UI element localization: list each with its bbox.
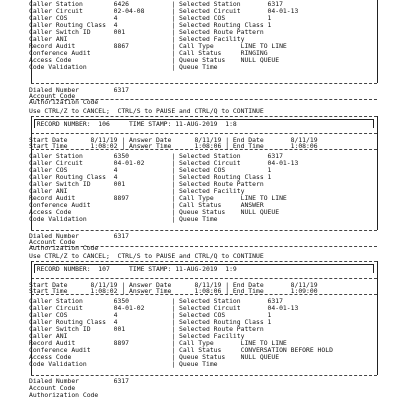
separator-rule — [31, 230, 377, 231]
record-header: RECORD NUMBER: 107 TIME STAMP: 11-AUG-2019 1:9 — [29, 265, 237, 273]
text-line: Code Validation | Queue Time — [29, 215, 218, 223]
text-line: Authorization Code — [29, 391, 99, 399]
text-line: Caller COS 4 | Selected COS 1 — [29, 14, 272, 22]
text-line: Conference Audit | Call Status CONVERSATION BEFORE HOLD — [29, 346, 333, 354]
text-line: Caller ANI | Selected Facility — [29, 332, 245, 340]
separator-rule — [31, 116, 377, 117]
text-line: Caller Routing Class 4 | Selected Routing Class 1 — [29, 318, 272, 326]
separator-rule — [31, 261, 377, 262]
text-line: Account Code — [29, 92, 76, 100]
text-line: Caller Switch ID 001 | Selected Route Pattern — [29, 325, 264, 333]
text-line: Code Validation | Queue Time — [29, 63, 218, 71]
text-line: Dialed Number 6317 — [29, 377, 130, 385]
text-line: Caller Station 6350 | Selected Station 6317 — [29, 152, 283, 160]
text-line: Conference Audit | Call Status ANSWER — [29, 201, 264, 209]
text-line: Start Date 8/11/19 | Answer Date 8/11/19 | End Date 8/11/19 — [29, 136, 318, 144]
text-line: Caller ANI | Selected Facility — [29, 35, 245, 43]
text-line: Start Date 8/11/19 | Answer Date 8/11/19 | End Date 8/11/19 — [29, 281, 318, 289]
text-line: Account Code — [29, 238, 76, 246]
text-line: Caller Circuit 04-01-02 | Selected Circuit 04-01-13 — [29, 159, 299, 167]
text-line: Conference Audit | Call Status RINGING — [29, 49, 268, 57]
text-line: Authorization Code — [29, 98, 99, 106]
text-line: Dialed Number 6317 — [29, 232, 130, 240]
text-line: Caller Routing Class 4 | Selected Routing Class 1 — [29, 173, 272, 181]
separator-rule — [31, 83, 377, 84]
frame-border — [377, 116, 378, 230]
text-line: Record Audit 8897 | Call Type LINE TO LINE — [29, 339, 287, 347]
frame-border — [377, 261, 378, 375]
text-line: Caller Circuit 04-01-02 | Selected Circuit 04-01-13 — [29, 304, 299, 312]
text-line: Access Code | Queue Status NULL QUEUE — [29, 353, 280, 361]
text-line: Dialed Number 6317 — [29, 86, 130, 94]
text-line: Caller COS 4 | Selected COS 1 — [29, 166, 272, 174]
text-line: Start Time 1:08:02 | Answer Time 1:08:06 | End Time 1:08:06 — [29, 142, 318, 150]
control-hint-line: Use CTRL/Z to CANCEL; CTRL/S to PAUSE and CTRL/Q to CONTINUE — [29, 107, 264, 115]
separator-rule — [31, 278, 377, 279]
separator-rule — [31, 133, 377, 134]
text-line: Account Code — [29, 384, 76, 392]
text-line: Start Time 1:08:02 | Answer Time 1:08:06 | End Time 1:09:00 — [29, 287, 318, 295]
text-line: Caller ANI | Selected Facility — [29, 187, 245, 195]
record-header: RECORD NUMBER: 106 TIME STAMP: 11-AUG-2019 1:8 — [29, 120, 237, 128]
text-line: Code Validation | Queue Time — [29, 360, 218, 368]
text-line: Authorization Code — [29, 244, 99, 252]
text-line: Caller Switch ID 001 | Selected Route Pattern — [29, 28, 264, 36]
text-line: Caller Routing Class 4 | Selected Routing Class 1 — [29, 21, 272, 29]
text-line: Access Code | Queue Status NULL QUEUE — [29, 56, 280, 64]
frame-border — [377, 0, 378, 83]
separator-rule — [31, 375, 377, 376]
text-line: Caller Station 6426 | Selected Station 6317 — [29, 0, 283, 8]
text-line: Access Code | Queue Status NULL QUEUE — [29, 208, 280, 216]
text-line: Record Audit 8867 | Call Type LINE TO LINE — [29, 42, 287, 50]
text-line: Record Audit 8897 | Call Type LINE TO LINE — [29, 194, 287, 202]
control-hint-line: Use CTRL/Z to CANCEL; CTRL/S to PAUSE and CTRL/Q to CONTINUE — [29, 252, 264, 260]
text-line: Caller Switch ID 001 | Selected Route Pattern — [29, 180, 264, 188]
text-line: Caller COS 4 | Selected COS 1 — [29, 311, 272, 319]
text-line: Caller Station 6350 | Selected Station 6317 — [29, 297, 283, 305]
text-line: Caller Circuit 02-04-08 | Selected Circuit 04-01-13 — [29, 7, 299, 15]
